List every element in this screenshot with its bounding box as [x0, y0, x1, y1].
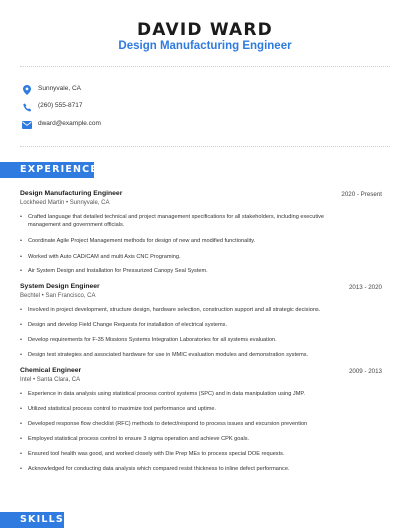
candidate-name: DAVID WARD: [137, 20, 273, 40]
job-company: Lockheed Martin • Sunnyvale, CA: [20, 200, 110, 206]
job-bullets: [20, 267, 370, 275]
bullet: • Experience in data analysis using statistical process control systems (SPC) and in data manipulation using JMP.: [20, 390, 370, 398]
job-title: Chemical Engineer: [20, 367, 82, 374]
bullet: • Develop requirements for F-35 Missions Systems Integration Laboratories for all systems evaluation.: [20, 336, 370, 344]
bullet: • Air System Design and Installation for Pressurized Canopy Seal System.: [20, 267, 370, 275]
section-experience: EXPERIENCE: [0, 162, 94, 178]
bullet: • Ensured tool health was good, and worked closely with Die Prep MEs to process special DOE requests.: [20, 450, 370, 458]
bullet: • Utilized statistical process control to maximize tool performance and uptime.: [20, 405, 370, 413]
bullet: • Crafted language that detailed technical and project management specifications for all stakeholders, including executive: [20, 213, 370, 221]
job-bullets: [20, 253, 370, 261]
job-bullets: [20, 306, 370, 314]
job-bullets: [20, 321, 370, 329]
job-bullets: [20, 405, 370, 413]
job-company: Intel • Santa Clara, CA: [20, 377, 81, 383]
job-dates: 2020 - Present: [341, 191, 382, 198]
job-bullets: [20, 435, 370, 443]
job-dates: 2013 - 2020: [348, 284, 382, 291]
job-bullets: [20, 450, 370, 458]
bullet: • Design test strategies and associated hardware for use in MMIC evaluation modules and demonstration systems.: [20, 351, 370, 359]
job-dates: 2009 - 2013: [348, 368, 382, 375]
contact-phone: [22, 101, 83, 113]
phone-text[interactable]: (260) 555-8717: [38, 102, 83, 109]
envelope-icon: [22, 120, 32, 130]
bullet: • Employed statistical process control to ensure 3 sigma operation and achieve CPK goals.: [20, 435, 370, 443]
email-text[interactable]: dward@example.com: [38, 120, 101, 127]
job-company: Bechtel • San Francisco, CA: [20, 293, 96, 299]
job-bullets: [20, 351, 370, 359]
contact-email: [22, 119, 101, 131]
bullet-continuation: management and government officials.: [28, 222, 125, 228]
bullet: • Design and develop Field Change Requests for installation of electrical systems.: [20, 321, 370, 329]
map-pin-icon: [22, 85, 32, 95]
job-title: System Design Engineer: [20, 283, 100, 290]
bullet: • Developed response flow checklist (RFC) methods to detect/respond to process issues and excursion prevention: [20, 420, 370, 428]
job-bullets: [20, 390, 370, 398]
contact-divider: [20, 146, 390, 147]
location-text: Sunnyvale, CA: [38, 85, 81, 92]
job-bullets: [20, 237, 370, 245]
bullet: • Coordinate Agile Project Management methods for design of new and modified functionality.: [20, 237, 370, 245]
job-title: Design Manufacturing Engineer: [20, 190, 123, 197]
bullet: • Acknowledged for conducting data analysis which compared resist thickness to inline defect performance.: [20, 465, 370, 473]
header-divider: [20, 66, 390, 67]
contact-location: [22, 84, 81, 96]
phone-icon: [22, 102, 32, 112]
job-bullets: [20, 336, 370, 344]
section-skills: SKILLS: [0, 512, 64, 528]
job-bullets: [20, 420, 370, 428]
job-bullets: [20, 213, 370, 221]
bullet: • Worked with Auto CAD/CAM and multi Axis CNC Programing.: [20, 253, 370, 261]
bullet: • Involved in project development, structure design, hardware selection, construction support and all strategic decisions.: [20, 306, 370, 314]
candidate-title: Design Manufacturing Engineer: [118, 40, 292, 52]
job-bullets: [20, 465, 370, 473]
